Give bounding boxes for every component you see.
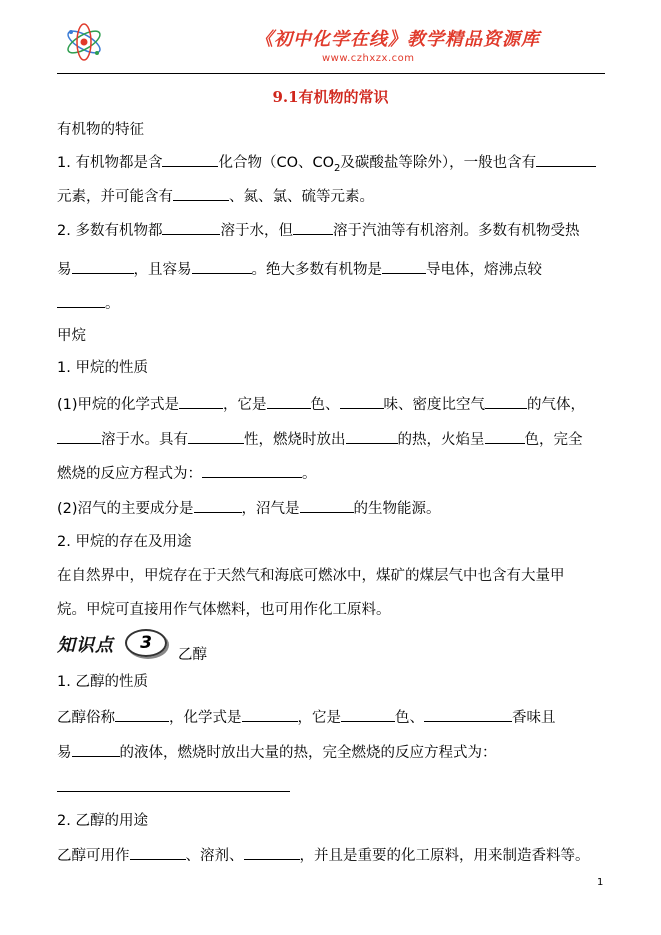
line-text: ，沼气是 (241, 501, 300, 517)
text-line (57, 707, 556, 728)
text-line (57, 600, 391, 620)
atom-logo-icon (63, 20, 105, 64)
line-text: 。 (302, 466, 317, 482)
line-text: 溶于水。具有 (101, 432, 188, 448)
text-line (57, 532, 191, 552)
line-text: 的生物能源。 (353, 501, 441, 517)
answer-blank (188, 429, 244, 444)
answer-blank (242, 707, 298, 722)
answer-blank (72, 742, 120, 757)
answer-blank (57, 293, 105, 308)
line-text: ，它是 (297, 710, 341, 726)
answer-blank (192, 259, 252, 274)
line-text: 元素，并可能含有 (57, 189, 173, 205)
banner-title: 《初中化学在线》教学精品资源库 (255, 29, 540, 50)
line-text: 。绝大多数有机物是 (251, 262, 382, 278)
line-text: 1. 甲烷的性质 (57, 360, 148, 376)
text-line (57, 259, 542, 280)
text-line (57, 672, 148, 692)
text-line (57, 498, 441, 519)
knowledge-point-badge (57, 629, 177, 657)
line-text: 烷。甲烷可直接用作气体燃料，也可用作化工原料。 (57, 602, 391, 618)
line-text: ，它是 (223, 397, 267, 413)
site-url: www.czhxzx.com (322, 53, 415, 64)
answer-blank (194, 498, 242, 513)
knowledge-point-label: 知识点 (57, 635, 114, 656)
line-text: ，化学式是 (169, 710, 242, 726)
text-line (57, 429, 583, 450)
line-text: 、溶剂、 (185, 848, 244, 864)
answer-blank (485, 394, 527, 409)
line-text: 1. 有机物都是含 (57, 155, 163, 171)
text-line (57, 152, 596, 179)
answer-blank (57, 429, 101, 444)
line-text: 色、 (395, 710, 424, 726)
answer-blank (162, 152, 218, 167)
line-text: 及碳酸盐等除外），一般也含有 (340, 155, 537, 171)
line-text: 色、 (310, 397, 340, 413)
header-divider (57, 73, 605, 74)
line-text: 香味且 (512, 710, 556, 726)
answer-blank (162, 220, 220, 235)
text-line (57, 220, 579, 241)
line-text: (1)甲烷的化学式是 (57, 397, 180, 413)
page-title: 9.1有机物的常识 (272, 88, 389, 106)
line-text: 导电体，熔沸点较 (426, 262, 542, 278)
text-line (57, 186, 374, 207)
line-text: 色，完全 (524, 432, 583, 448)
answer-blank (485, 429, 525, 444)
line-text: 2. 乙醇的用途 (57, 813, 148, 829)
answer-blank (244, 845, 300, 860)
answer-blank (173, 186, 229, 201)
line-text: 易 (57, 262, 72, 278)
answer-blank (536, 152, 596, 167)
text-line (57, 566, 565, 586)
header (57, 18, 605, 74)
line-text: 化合物（CO、CO (218, 155, 335, 171)
knowledge-point-number: 3 (125, 629, 167, 657)
line-text: 2 (334, 162, 341, 174)
answer-blank (293, 220, 333, 235)
line-text: 易 (57, 745, 72, 761)
answer-blank (72, 259, 134, 274)
line-text: 的热，火焰呈 (397, 432, 485, 448)
answer-blank (346, 429, 398, 444)
text-line (57, 742, 497, 763)
answer-blank (341, 707, 395, 722)
line-text: 溶于汽油等有机溶剂。多数有机物受热 (332, 223, 580, 239)
answer-blank (267, 394, 311, 409)
text-line (57, 463, 317, 484)
line-text: ，且容易 (133, 262, 192, 278)
answer-blank (179, 394, 223, 409)
line-text: 乙醇可用作 (57, 848, 130, 864)
text-line (57, 845, 590, 866)
text-line (57, 394, 585, 415)
answer-blank (382, 259, 426, 274)
page-number: 1 (597, 877, 604, 888)
line-text: (2)沼气的主要成分是 (57, 501, 194, 517)
line-text: 。 (105, 296, 120, 312)
text-line (57, 358, 148, 378)
line-text: ，并且是重要的化工原料，用来制造香料等。 (299, 848, 590, 864)
text-line (57, 811, 148, 831)
line-text: 在自然界中，甲烷存在于天然气和海底可燃冰中，煤矿的煤层气中也含有大量甲 (57, 568, 565, 584)
answer-blank-equation (57, 791, 290, 792)
line-text: 燃烧的反应方程式为： (57, 466, 202, 482)
text-line (57, 120, 144, 140)
answer-blank (300, 498, 354, 513)
line-text: 2. 甲烷的存在及用途 (57, 534, 192, 550)
answer-blank (115, 707, 169, 722)
line-text: 有机物的特征 (57, 122, 144, 138)
line-text: 2. 多数有机物都 (57, 223, 163, 239)
answer-blank (424, 707, 512, 722)
line-text: 乙醇俗称 (57, 710, 115, 726)
answer-blank (202, 463, 302, 478)
text-line (57, 293, 120, 314)
answer-blank (340, 394, 384, 409)
line-text: 性，燃烧时放出 (244, 432, 346, 448)
line-text: 味、密度比空气 (383, 397, 486, 413)
text-line (57, 326, 86, 346)
line-text: 的气体， (527, 397, 586, 413)
line-text: 1. 乙醇的性质 (57, 674, 148, 690)
line-text: 的液体，燃烧时放出大量的热，完全燃烧的反应方程式为： (119, 745, 497, 761)
line-text: 甲烷 (57, 328, 86, 344)
answer-blank (130, 845, 186, 860)
line-text: 溶于水，但 (220, 223, 293, 239)
knowledge-point-topic: 乙醇 (178, 647, 207, 663)
line-text: 、氮、氯、硫等元素。 (229, 189, 374, 205)
